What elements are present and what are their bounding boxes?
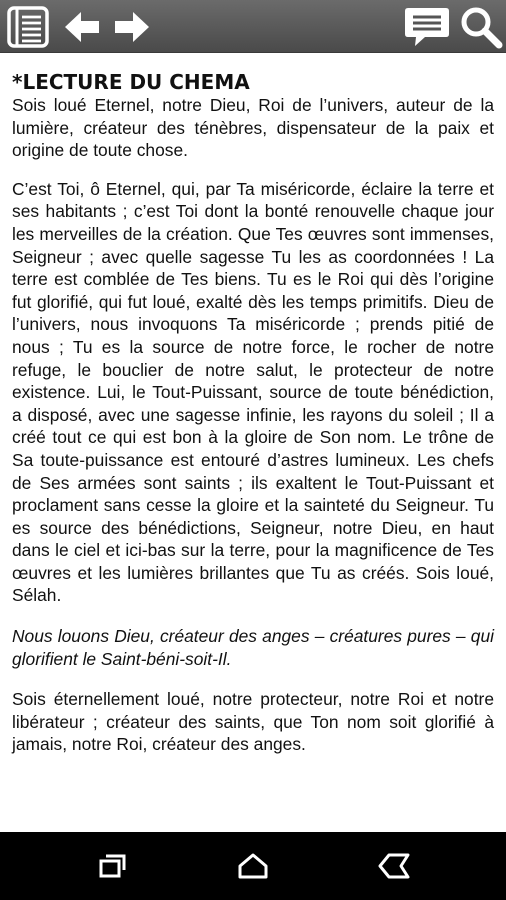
paragraph: Sois éternellement loué, notre protecteur, notre Roi et notre libérateur ; créateur des saints, que Ton nom soit glorifié à jamais, notre Roi, créateur des anges.	[12, 689, 494, 755]
recent-apps-icon[interactable]	[80, 846, 144, 886]
paragraph-italic: Nous louons Dieu, créateur des anges – créatures pures – qui glorifient le Saint-béni-soit-Il.	[12, 626, 494, 669]
comment-icon[interactable]	[402, 4, 452, 50]
home-icon[interactable]	[221, 846, 285, 886]
search-icon[interactable]	[458, 4, 504, 50]
paragraph: Sois loué Eternel, notre Dieu, Roi de l’univers, auteur de la lumière, créateur des ténèbres, dispensateur de la paix et origine de toute chose.	[12, 95, 494, 161]
back-icon[interactable]	[362, 846, 426, 886]
reading-content[interactable]	[0, 53, 506, 832]
system-navigation-bar	[0, 832, 506, 900]
paragraph: C’est Toi, ô Eternel, qui, par Ta miséricorde, éclaire la terre et ses habitants ; c’est Toi dont la bonté renouvelle chaque jour les merveilles de la création. Que Tes œuvres sont immenses, Seigneur ; avec quelle sagesse Tu les as coordonnées ! La terre est comblée de Tes biens. Tu es le Roi qui dès l’origine fut glorifié, qui fut loué, exalté dès les temps primitifs. Dieu de l’univers, nous invoquons Ta miséricorde ; prends pitié de nous ; Tu es la source de notre force, le rocher de notre refuge, le bouclier de notre salut, le protecteur de notre existence. Lui, le Tout-Puissant, source de toute bénédiction, a disposé, avec une sagesse infinie, les rayons du soleil ; Il a créé tout ce qui est bon à la gloire de Son nom. Le trône de Sa toute-puissance est entouré d’astres lumineux. Les chefs de Ses armées sont saints ; ils exaltent le Tout-Puissant et proclament sans cesse la gloire et la sainteté du Seigneur. Tu es source des bénédictions, Seigneur, notre Dieu, en haut dans le ciel et ici-bas sur la terre, pour la magnificence de Tes œuvres et les lumières brillantes que Tu as créés. Sois loué, Sélah.	[12, 178, 494, 606]
back-arrow-icon[interactable]	[60, 4, 104, 50]
forward-arrow-icon[interactable]	[110, 4, 154, 50]
top-toolbar	[0, 0, 506, 53]
section-heading: *LECTURE DU CHEMA	[12, 70, 250, 94]
list-icon[interactable]	[4, 4, 52, 50]
